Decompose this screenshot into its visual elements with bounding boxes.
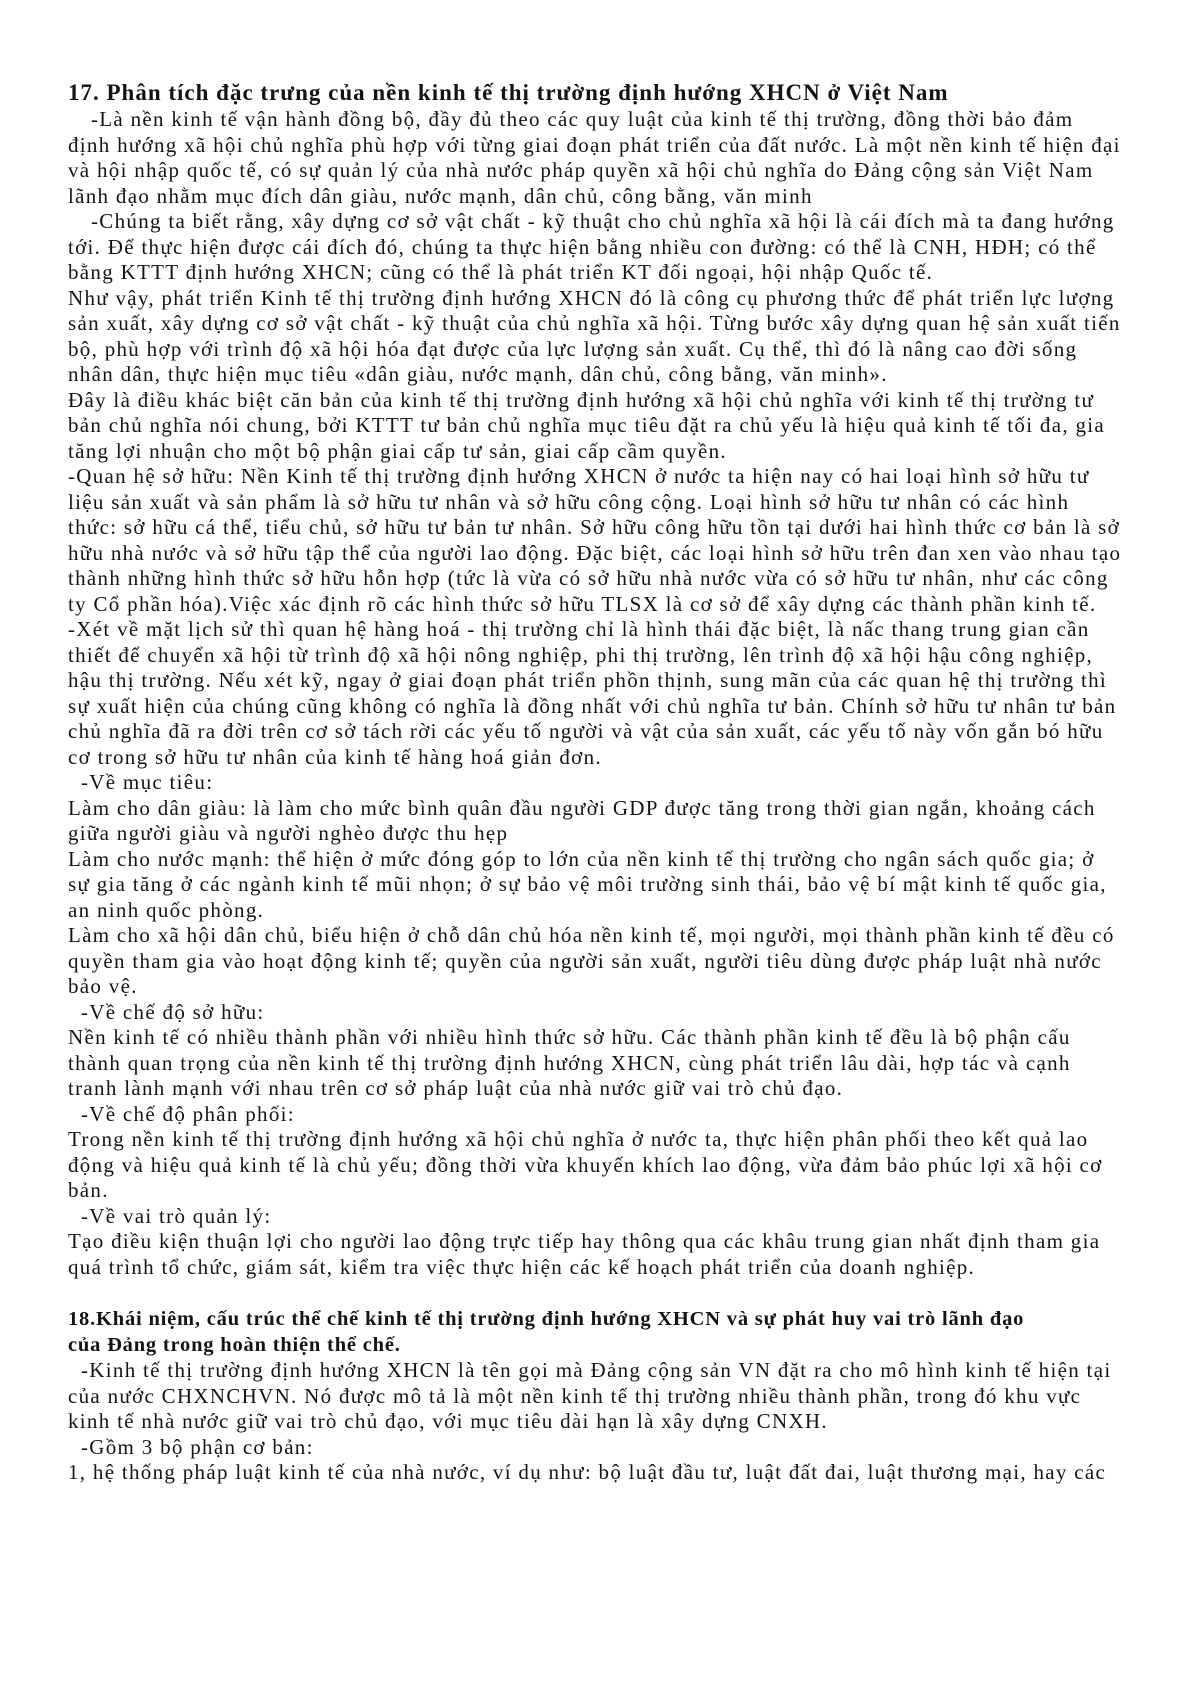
heading-line: 18.Khái niệm, cấu trúc thể chế kinh tế thị trường định hướng XHCN và sự phát huy vai trò lãnh đạo bbox=[68, 1308, 1025, 1330]
section-18-heading bbox=[68, 1307, 1178, 1358]
text-line: Như vậy, phát triển Kinh tế thị trường định hướng XHCN đó là công cụ phương thức để phát triển lực lượng bbox=[68, 285, 1115, 310]
text-line: cơ trong sở hữu tư nhân của kinh tế hàng hoá giản đơn. bbox=[68, 744, 602, 769]
section-18-body bbox=[68, 1358, 1178, 1486]
text-line: sự xuất hiện của chúng cũng không có nghĩa là đồng nhất với chủ nghĩa tư bản. Chính sở hữu tư nhân tư bản bbox=[68, 693, 1117, 718]
text-line: bản. bbox=[68, 1178, 109, 1202]
section-17-heading bbox=[68, 78, 1178, 107]
text-line: Trong nền kinh tế thị trường định hướng xã hội chủ nghĩa ở nước ta, thực hiện phân phối theo kết quả lao bbox=[68, 1127, 1089, 1151]
text-line: động và hiệu quả kinh tế là chủ yếu; đồng thời vừa khuyến khích lao động, vừa đảm bảo phúc lợi xã hội cơ bbox=[68, 1152, 1103, 1177]
text-line: bản chủ nghĩa nói chung, bởi KTTT tư bản chủ nghĩa mục tiêu đặt ra chủ yếu là hiệu quả kinh tế tối đa, gia bbox=[68, 413, 1105, 437]
text-line: hữu nhà nước và sở hữu tập thể của người lao động. Đặc biệt, các loại hình sở hữu trên đan xen vào nhau tạo bbox=[68, 540, 1122, 565]
text-line: tới. Để thực hiện được cái đích đó, chúng ta thực hiện bằng nhiều con đường: có thể là CNH, HĐH; có thể bbox=[68, 234, 1097, 259]
section-18 bbox=[68, 1307, 1178, 1486]
text-line: liệu sản xuất và sản phẩm là sở hữu tư nhân và sở hữu công cộng. Loại hình sở hữu tư nhân có các hình bbox=[68, 489, 1070, 514]
text-line: Tạo điều kiện thuận lợi cho người lao động trực tiếp hay thông qua các khâu trung gian nhất định tham gia bbox=[68, 1229, 1101, 1253]
heading-line: của Đảng trong hoàn thiện thể chế. bbox=[68, 1333, 401, 1356]
text-line: bằng KTTT định hướng XHCN; cũng có thể là phát triển KT đối ngoại, hội nhập Quốc tế. bbox=[68, 260, 934, 284]
text-line: sản xuất, xây dựng cơ sở vật chất - kỹ thuật của chủ nghĩa xã hội. Từng bước xây dựng quan hệ sản xuất tiến bbox=[68, 311, 1121, 335]
text-line: của nước CHXNCHVN. Nó được mô tả là một nền kinh tế thị trường nhiều thành phần, trong đó khu vực bbox=[68, 1383, 1082, 1408]
text-line: -Kinh tế thị trường định hướng XHCN là tên gọi mà Đảng cộng sản VN đặt ra cho mô hình kinh tế hiện tại bbox=[81, 1358, 1112, 1382]
text-line: nhân dân, thực hiện mục tiêu «dân giàu, nước mạnh, dân chủ, công bằng, văn minh». bbox=[68, 362, 888, 386]
text-line: Đây là điều khác biệt căn bản của kinh tế thị trường định hướng xã hội chủ nghĩa với kinh tế thị trường tư bbox=[68, 387, 1095, 412]
text-line: Làm cho nước mạnh: thể hiện ở mức đóng góp to lớn của nền kinh tế thị trường cho ngân sách quốc gia; ở bbox=[68, 846, 1095, 871]
section-17 bbox=[68, 78, 1178, 1280]
text-line: tranh lành mạnh với nhau trên cơ sở pháp luật của nhà nước giữ vai trò chủ đạo. bbox=[68, 1076, 844, 1100]
text-line: quá trình tổ chức, giám sát, kiểm tra việc thực hiện các kế hoạch phát triển của doanh nghiệp. bbox=[68, 1254, 976, 1279]
heading-line: 17. Phân tích đặc trưng của nền kinh tế thị trường định hướng XHCN ở Việt Nam bbox=[68, 80, 949, 105]
text-line: sự gia tăng ở các ngành kinh tế mũi nhọn; ở sự bảo vệ môi trường sinh thái, bảo vệ bí mật kinh tế quốc gia, bbox=[68, 872, 1107, 896]
text-line: quyền tham gia vào hoạt động kinh tế; quyền của người sản xuất, người tiêu dùng được pháp luật nhà nước bbox=[68, 948, 1102, 973]
text-line: thành quan trọng của nền kinh tế thị trường định hướng XHCN, cùng phát triển lâu dài, hợp tác và cạnh bbox=[68, 1050, 1071, 1075]
text-line: ty Cổ phần hóa).Việc xác định rõ các hình thức sở hữu TLSX là cơ sở để xây dựng các thành phần kinh tế. bbox=[68, 591, 1097, 616]
text-line: an ninh quốc phòng. bbox=[68, 897, 265, 922]
text-line: giữa người giàu và người nghèo được thu hẹp bbox=[68, 821, 509, 845]
text-line: -Về mục tiêu: bbox=[81, 770, 214, 794]
text-line: thiết để chuyển xã hội từ trình độ xã hội nông nghiệp, phi thị trường, lên trình độ xã hội hậu công nghiệp, bbox=[68, 642, 1094, 667]
text-line: tăng lợi nhuận cho một bộ phận giai cấp tư sản, giai cấp cầm quyền. bbox=[68, 438, 727, 463]
text-line: bộ, phù hợp với trình độ xã hội hóa đạt được của lực lượng sản xuất. Cụ thể, thì đó là nâng cao đời sống bbox=[68, 336, 1078, 361]
text-line: Làm cho dân giàu: là làm cho mức bình quân đầu người GDP được tăng trong thời gian ngắn, khoảng cách bbox=[68, 795, 1096, 820]
text-line: Nền kinh tế có nhiều thành phần với nhiều hình thức sở hữu. Các thành phần kinh tế đều là bộ phận cấu bbox=[68, 1025, 1071, 1049]
text-line: và hội nhập quốc tế, có sự quản lý của nhà nước pháp quyền xã hội chủ nghĩa do Đảng cộng sản Việt Nam bbox=[68, 158, 1094, 182]
text-line: -Về vai trò quản lý: bbox=[81, 1203, 272, 1228]
text-line: -Quan hệ sở hữu: Nền Kinh tế thị trường định hướng XHCN ở nước ta hiện nay có hai loại hình sở hữu tư bbox=[68, 464, 1090, 488]
text-line: thành những hình thức sở hữu hỗn hợp (tức là vừa có sở hữu nhà nước vừa có sở hữu tư nhân, như các công bbox=[68, 566, 1109, 590]
text-line: chủ nghĩa đã ra đời trên cơ sở tách rời các yếu tố người và vật của sản xuất, các yếu tố này vốn gắn bó hữu bbox=[68, 719, 1104, 743]
text-line: bảo vệ. bbox=[68, 974, 138, 998]
text-line: -Xét về mặt lịch sử thì quan hệ hàng hoá - thị trường chỉ là hình thái đặc biệt, là nấc thang trung gian cần bbox=[68, 617, 1090, 641]
text-line: -Về chế độ sở hữu: bbox=[81, 999, 265, 1024]
text-line: -Chúng ta biết rằng, xây dựng cơ sở vật chất - kỹ thuật cho chủ nghĩa xã hội là cái đích mà ta đang hướng bbox=[91, 209, 1115, 233]
text-line: 1, hệ thống pháp luật kinh tế của nhà nước, ví dụ như: bộ luật đầu tư, luật đất đai, luật thương mại, hay các bbox=[68, 1460, 1107, 1484]
text-line: thức: sở hữu cá thể, tiểu chủ, sở hữu tư bản tư nhân. Sở hữu công hữu tồn tại dưới hai hình thức cơ bản là sở bbox=[68, 515, 1121, 539]
text-line: -Gồm 3 bộ phận cơ bản: bbox=[81, 1434, 314, 1459]
text-line: hậu thị trường. Nếu xét kỹ, ngay ở giai đoạn phát triển phồn thịnh, sung mãn của các quan hệ thị trường thì bbox=[68, 668, 1108, 692]
section-17-body bbox=[68, 107, 1178, 1280]
text-line: -Là nền kinh tế vận hành đồng bộ, đầy đủ theo các quy luật của kinh tế thị trường, đồng thời bảo đảm bbox=[91, 107, 1074, 131]
document-content bbox=[68, 78, 1178, 1486]
text-line: Làm cho xã hội dân chủ, biểu hiện ở chỗ dân chủ hóa nền kinh tế, mọi người, mọi thành phần kinh tế đều có bbox=[68, 923, 1115, 947]
text-line: định hướng xã hội chủ nghĩa phù hợp với từng giai đoạn phát triển của đất nước. Là một nền kinh tế hiện đại bbox=[68, 132, 1121, 157]
text-line: lãnh đạo nhằm mục đích dân giàu, nước mạnh, dân chủ, công bằng, văn minh bbox=[68, 183, 813, 208]
text-line: -Về chế độ phân phối: bbox=[81, 1101, 295, 1126]
text-line: kinh tế nhà nước giữ vai trò chủ đạo, với mục tiêu dài hạn là xây dựng CNXH. bbox=[68, 1409, 828, 1433]
